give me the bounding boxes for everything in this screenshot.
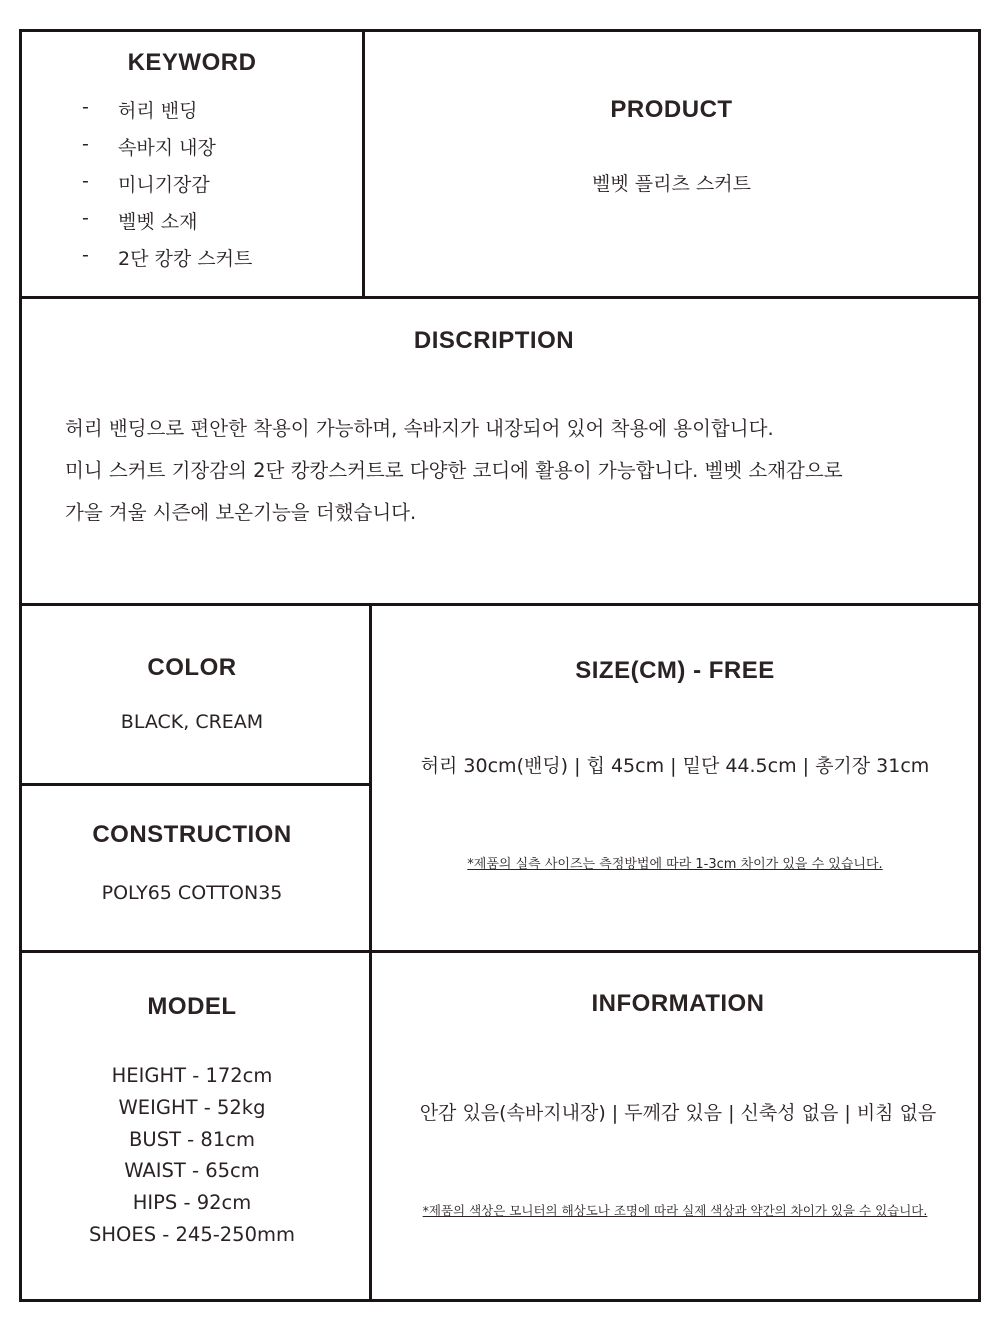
product-section	[365, 32, 978, 296]
keyword-item	[82, 244, 252, 271]
model-height: HEIGHT - 172cm	[111, 1064, 273, 1087]
model-waist: WAIST - 65cm	[124, 1159, 260, 1182]
product-name: 벨벳 플리츠 스커트	[592, 173, 751, 195]
information-note: *제품의 색상은 모니터의 해상도나 조명에 따라 실제 색상과 약간의 차이가 있을 수 있습니다.	[422, 1203, 928, 1218]
bullet: -	[82, 207, 89, 229]
keyword-label: 속바지 내장	[118, 137, 216, 159]
keyword-label: 2단 캉캉 스커트	[118, 248, 253, 270]
keyword-label: 벨벳 소재	[118, 211, 198, 233]
information-section	[372, 953, 978, 1299]
bullet: -	[82, 170, 89, 192]
keyword-title: KEYWORD	[127, 49, 257, 76]
size-section	[372, 606, 978, 950]
bullet: -	[82, 96, 89, 118]
construction-value: POLY65 COTTON35	[101, 882, 283, 904]
information-title: INFORMATION	[591, 990, 765, 1017]
bullet: -	[82, 244, 89, 266]
keyword-item	[82, 207, 197, 234]
keyword-item	[82, 133, 216, 160]
color-section	[22, 606, 369, 783]
keyword-item	[82, 96, 197, 123]
description-section	[22, 299, 978, 603]
model-shoes: SHOES - 245-250mm	[89, 1223, 295, 1246]
size-measurements: 허리 30cm(밴딩) | 힙 45cm | 밑단 44.5cm | 총기장 31cm	[420, 755, 930, 777]
model-weight: WEIGHT - 52kg	[118, 1096, 266, 1119]
description-line: 허리 밴딩으로 편안한 착용이 가능하며, 속바지가 내장되어 있어 착용에 용이합니다.	[65, 417, 774, 440]
model-title: MODEL	[147, 993, 237, 1020]
model-section	[22, 953, 369, 1299]
keyword-item	[82, 170, 210, 197]
description-line: 미니 스커트 기장감의 2단 캉캉스커트로 다양한 코디에 활용이 가능합니다. 벨벳 소재감으로	[65, 459, 843, 482]
information-details: 안감 있음(속바지내장) | 두께감 있음 | 신축성 없음 | 비침 없음	[419, 1102, 937, 1124]
keyword-label: 미니기장감	[118, 174, 210, 196]
description-line: 가을 겨울 시즌에 보온기능을 더했습니다.	[65, 501, 417, 524]
bullet: -	[82, 133, 89, 155]
size-title: SIZE(CM) - FREE	[575, 657, 775, 684]
keyword-label: 허리 밴딩	[118, 100, 198, 122]
model-hips: HIPS - 92cm	[132, 1191, 252, 1214]
construction-title: CONSTRUCTION	[92, 821, 292, 848]
size-note: *제품의 실측 사이즈는 측정방법에 따라 1-3cm 차이가 있을 수 있습니다.	[467, 857, 883, 872]
product-title: PRODUCT	[610, 96, 733, 123]
color-value: BLACK, CREAM	[120, 711, 264, 733]
model-bust: BUST - 81cm	[129, 1128, 255, 1151]
description-title: DISCRIPTION	[413, 327, 575, 354]
construction-section	[22, 786, 369, 950]
color-title: COLOR	[147, 654, 237, 681]
